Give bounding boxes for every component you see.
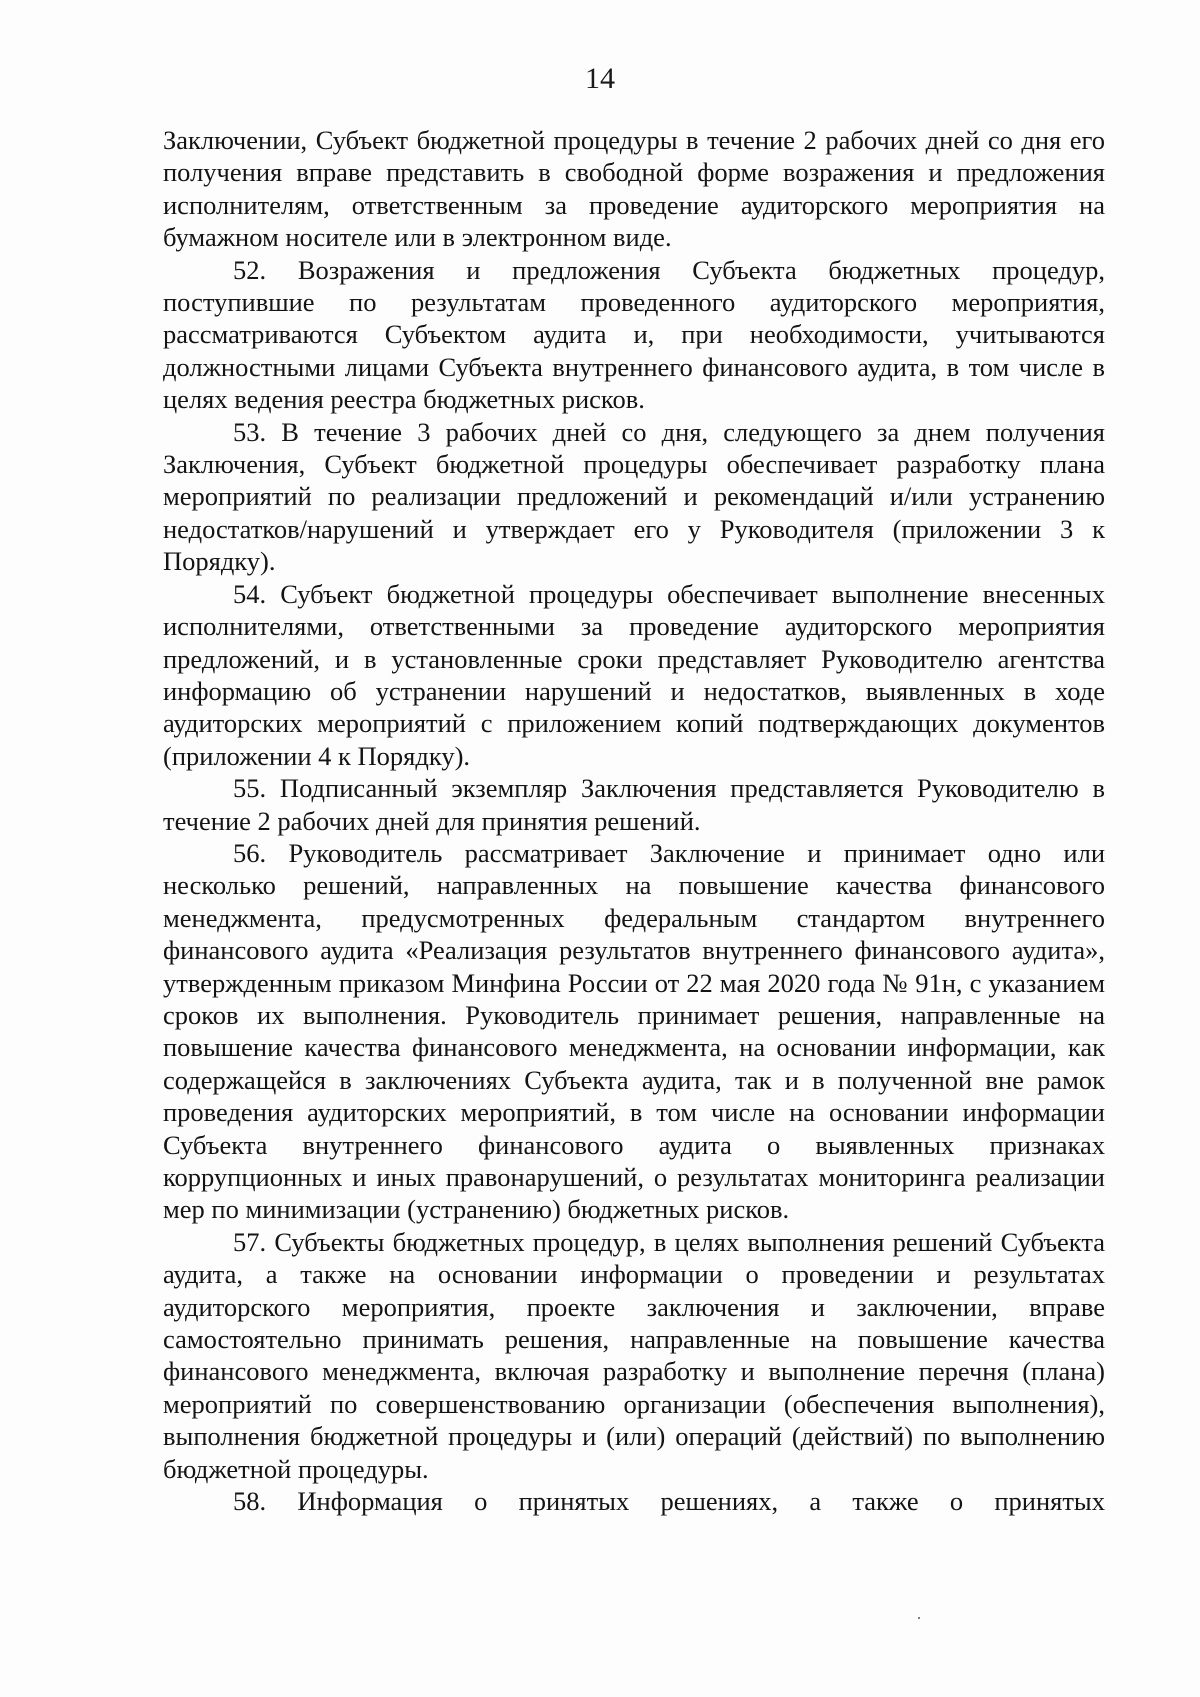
- document-body: [163, 124, 1105, 1517]
- page-number: 14: [585, 62, 615, 95]
- paragraph-53: 53. В течение 3 рабочих дней со дня, следующего за днем получения Заключения, Субъект бюджетной процедуры обеспечивает разработку плана мероприятий по реализации предложений и рекомендаций и/или устранению недостатков/нарушений и утверждает его у Руководителя (приложении 3 к Порядку).: [163, 416, 1105, 577]
- paragraph-56: 56. Руководитель рассматривает Заключение и принимает одно или несколько решений, направленных на повышение качества финансового менеджмента, предусмотренных федеральным стандартом внутреннего финансового аудита «Реализация результатов внутреннего финансового аудита», утвержденным приказом Минфина России от 22 мая 2020 года № 91н, с указанием сроков их выполнения. Руководитель принимает решения, направленные на повышение качества финансового менеджмента, на основании информации, как содержащейся в заключениях Субъекта аудита, так и в полученной вне рамок проведения аудиторских мероприятий, в том числе на основании информации Субъекта внутреннего финансового аудита о выявленных признаках коррупционных и иных правонарушений, о результатах мониторинга реализации мер по минимизации (устранению) бюджетных рисков.: [163, 837, 1105, 1225]
- scan-speck: [918, 1617, 920, 1619]
- paragraph-55: 55. Подписанный экземпляр Заключения представляется Руководителю в течение 2 рабочих дней для принятия решений.: [163, 773, 1105, 836]
- paragraph-54: 54. Субъект бюджетной процедуры обеспечивает выполнение внесенных исполнителями, ответственными за проведение аудиторского мероприятия предложений, и в установленные сроки представляет Руководителю агентства информацию об устранении нарушений и недостатков, выявленных в ходе аудиторских мероприятий с приложением копий подтверждающих документов (приложении 4 к Порядку).: [163, 578, 1105, 771]
- paragraph-52: 52. Возражения и предложения Субъекта бюджетных процедур, поступившие по результатам проведенного аудиторского мероприятия, рассматриваются Субъектом аудита и, при необходимости, учитываются должностными лицами Субъекта внутреннего финансового аудита, в том числе в целях ведения реестра бюджетных рисков.: [163, 254, 1105, 415]
- paragraph-58: 58. Информация о принятых решениях, а также о принятых: [233, 1486, 1105, 1517]
- paragraph-continuation: Заключении, Субъект бюджетной процедуры в течение 2 рабочих дней со дня его получения вправе представить в свободной форме возражения и предложения исполнителям, ответственным за проведение аудиторского мероприятия на бумажном носителе или в электронном виде.: [163, 125, 1105, 253]
- paragraph-57: 57. Субъекты бюджетных процедур, в целях выполнения решений Субъекта аудита, а также на основании информации о проведении и результатах аудиторского мероприятия, проекте заключения и заключении, вправе самостоятельно принимать решения, направленные на повышение качества финансового менеджмента, включая разработку и выполнение перечня (плана) мероприятий по совершенствованию организации (обеспечения выполнения), выполнения бюджетной процедуры и (или) операций (действий) по выполнению бюджетной процедуры.: [163, 1226, 1105, 1484]
